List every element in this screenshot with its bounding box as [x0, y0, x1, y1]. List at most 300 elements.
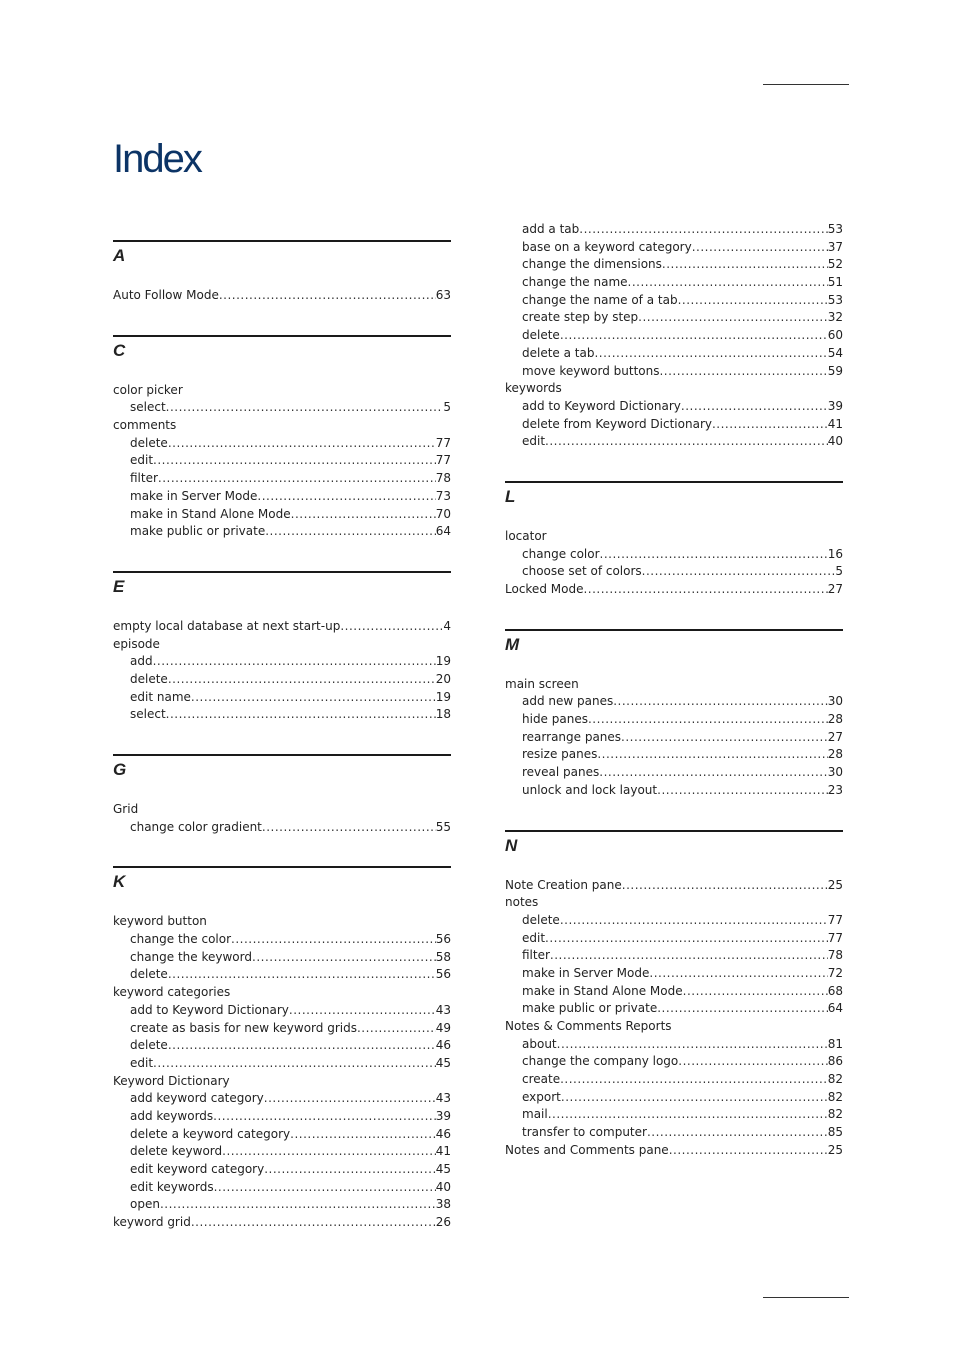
dot-leader — [548, 1106, 828, 1124]
index-entry — [113, 1037, 451, 1055]
dot-leader — [613, 693, 827, 711]
index-term: locator — [505, 528, 547, 543]
index-entry — [505, 1071, 843, 1089]
index-entry — [113, 618, 451, 636]
section-divider — [505, 481, 843, 483]
page-number: 49 — [435, 1020, 451, 1035]
dot-leader — [649, 965, 827, 983]
index-term: add keyword category — [130, 1091, 264, 1106]
index-term: comments — [113, 418, 177, 433]
dot-leader — [545, 433, 828, 451]
dot-leader — [669, 1142, 828, 1160]
dot-leader — [252, 949, 436, 967]
index-term: unlock and lock layout — [522, 782, 658, 797]
index-entry — [505, 729, 843, 747]
index-section — [113, 754, 451, 866]
index-entry — [113, 1179, 451, 1197]
page-number: 46 — [435, 1126, 451, 1141]
index-entry — [505, 221, 843, 239]
index-entry — [113, 470, 451, 488]
page-number: 85 — [827, 1125, 843, 1140]
index-entry — [505, 256, 843, 274]
section-letter: L — [505, 486, 516, 506]
index-term: about — [522, 1036, 557, 1051]
section-letter: M — [505, 634, 520, 654]
page-number: 82 — [827, 1072, 843, 1087]
index-entry — [505, 528, 843, 546]
dot-leader — [168, 435, 436, 453]
dot-leader — [158, 470, 436, 488]
index-entry — [505, 239, 843, 257]
index-entry — [113, 1214, 451, 1232]
index-term: add keywords — [130, 1108, 214, 1123]
index-term: change the name — [522, 275, 628, 290]
dot-leader — [153, 452, 436, 470]
index-term: delete — [522, 328, 560, 343]
index-column-left — [113, 240, 451, 1262]
index-term: edit — [130, 453, 154, 468]
index-entry — [505, 711, 843, 729]
dot-leader — [681, 398, 828, 416]
index-term: make in Server Mode — [130, 488, 258, 503]
index-entry — [505, 1089, 843, 1107]
dot-leader — [692, 239, 828, 257]
page-number: 38 — [435, 1197, 451, 1212]
index-entry — [113, 506, 451, 524]
dot-leader — [647, 1124, 828, 1142]
dot-leader — [579, 221, 827, 239]
page-number: 51 — [827, 275, 843, 290]
index-entry — [113, 435, 451, 453]
index-entry — [505, 433, 843, 451]
dot-leader — [550, 947, 828, 965]
index-term: Note Creation pane — [505, 877, 622, 892]
page-number: 63 — [435, 288, 451, 302]
index-term: base on a keyword category — [522, 239, 692, 254]
index-entry — [113, 819, 451, 837]
index-term: export — [522, 1089, 561, 1104]
page-number: 58 — [435, 949, 451, 964]
index-term: add new panes — [522, 694, 614, 709]
dot-leader — [622, 877, 828, 895]
section-letter: K — [113, 872, 126, 892]
index-term: move keyword buttons — [522, 363, 660, 378]
index-term: change color — [522, 546, 600, 561]
index-term: change color gradient — [130, 819, 262, 834]
index-entry — [113, 931, 451, 949]
index-term: delete — [130, 671, 168, 686]
dot-leader — [545, 930, 828, 948]
dot-leader — [638, 309, 828, 327]
dot-leader — [257, 488, 435, 506]
index-section — [113, 866, 451, 1261]
dot-leader — [265, 523, 436, 541]
page-number: 78 — [435, 471, 451, 486]
index-term: mail — [522, 1107, 548, 1122]
section-divider — [113, 571, 451, 573]
page-number: 37 — [827, 239, 843, 254]
page-number: 78 — [827, 948, 843, 963]
index-entry — [505, 1000, 843, 1018]
dot-leader — [168, 966, 436, 984]
dot-leader — [560, 327, 828, 345]
section-letter: C — [113, 340, 126, 360]
index-entry — [113, 949, 451, 967]
index-entry — [505, 1142, 843, 1160]
index-term: notes — [505, 895, 539, 910]
index-term: change the keyword — [130, 949, 252, 964]
index-entry — [505, 563, 843, 581]
index-term: delete from Keyword Dictionary — [522, 416, 712, 431]
index-entry — [505, 1124, 843, 1142]
index-entry — [113, 1090, 451, 1108]
index-term: keyword button — [113, 914, 207, 929]
index-entry — [505, 546, 843, 564]
index-term: open — [130, 1197, 160, 1212]
index-entry — [113, 523, 451, 541]
page-number: 41 — [435, 1144, 451, 1159]
index-term: delete a tab — [522, 345, 595, 360]
page-number: 23 — [827, 782, 843, 797]
index-term: delete — [130, 1038, 168, 1053]
index-term: make in Stand Alone Mode — [522, 983, 683, 998]
section-letter: E — [113, 576, 125, 596]
dot-leader — [597, 746, 827, 764]
index-term: add to Keyword Dictionary — [130, 1002, 289, 1017]
index-entry — [505, 292, 843, 310]
dot-leader — [712, 416, 828, 434]
dot-leader — [560, 1071, 828, 1089]
page-number: 30 — [827, 765, 843, 780]
page-number: 56 — [435, 932, 451, 947]
index-entry — [505, 764, 843, 782]
index-entry — [505, 581, 843, 599]
index-term: add a tab — [522, 222, 580, 236]
section-letter: A — [113, 246, 126, 265]
page-number: 55 — [435, 819, 451, 834]
index-entry — [505, 1018, 843, 1036]
page-number: 77 — [827, 912, 843, 927]
page-number: 19 — [435, 689, 451, 704]
index-term: episode — [113, 636, 160, 651]
index-term: empty local database at next start-up — [113, 618, 341, 633]
page-number: 25 — [827, 1142, 843, 1157]
page-number: 26 — [435, 1215, 451, 1230]
index-term: delete — [130, 435, 168, 450]
page-number: 53 — [827, 292, 843, 307]
index-term: filter — [130, 471, 158, 486]
page-number: 32 — [827, 310, 843, 325]
index-entry — [113, 1073, 451, 1091]
dot-leader — [683, 983, 828, 1001]
index-entry — [505, 965, 843, 983]
index-entry — [505, 746, 843, 764]
index-term: change the dimensions — [522, 257, 662, 272]
page-number: 77 — [827, 930, 843, 945]
index-term: keyword grid — [113, 1215, 191, 1230]
header-rule — [763, 84, 849, 85]
index-term: edit keywords — [130, 1179, 214, 1194]
index-term: Locked Mode — [505, 582, 584, 596]
index-section — [113, 335, 451, 571]
index-term: Auto Follow Mode — [113, 288, 219, 302]
page-number: 41 — [827, 416, 843, 431]
index-term: change the company logo — [522, 1054, 679, 1069]
page-number: 70 — [435, 506, 451, 521]
page-number: 68 — [827, 983, 843, 998]
page-title: Index — [113, 137, 201, 181]
index-term: transfer to computer — [522, 1125, 647, 1140]
dot-leader — [262, 819, 436, 837]
index-section — [113, 571, 451, 754]
index-entry — [505, 912, 843, 930]
section-divider — [505, 629, 843, 631]
index-section — [505, 629, 843, 830]
dot-leader — [678, 292, 828, 310]
page-number: 82 — [827, 1107, 843, 1122]
dot-leader — [264, 1090, 436, 1108]
index-entry — [113, 966, 451, 984]
index-entry — [113, 913, 451, 931]
index-term: select — [130, 707, 166, 722]
index-term: edit — [522, 930, 546, 945]
page-number: 56 — [435, 967, 451, 982]
dot-leader — [588, 711, 828, 729]
index-term: edit name — [130, 689, 191, 704]
page-number: 19 — [435, 654, 451, 669]
index-term: add to Keyword Dictionary — [522, 398, 681, 413]
dot-leader — [214, 1179, 436, 1197]
dot-leader — [168, 671, 436, 689]
dot-leader — [357, 1020, 436, 1038]
index-entry — [505, 363, 843, 381]
index-entry — [113, 287, 451, 305]
index-entry — [505, 380, 843, 398]
index-entry — [113, 1002, 451, 1020]
index-entry — [505, 398, 843, 416]
page-number: 45 — [435, 1055, 451, 1070]
page-number: 5 — [443, 400, 451, 415]
page-number: 40 — [435, 1179, 451, 1194]
page-number: 52 — [827, 257, 843, 272]
dot-leader — [340, 618, 443, 636]
index-term: change the color — [130, 932, 232, 947]
index-entry — [113, 1020, 451, 1038]
index-term: add — [130, 654, 153, 669]
index-term: Grid — [113, 802, 139, 816]
index-term: make in Stand Alone Mode — [130, 506, 291, 521]
page-number: 64 — [435, 524, 451, 539]
index-entry — [505, 782, 843, 800]
page-number: 30 — [827, 694, 843, 709]
index-term: reveal panes — [522, 765, 600, 780]
dot-leader — [219, 287, 436, 305]
dot-leader — [560, 912, 828, 930]
index-term: make public or private — [130, 524, 266, 539]
page-number: 39 — [827, 398, 843, 413]
index-section — [505, 221, 843, 481]
page-number: 53 — [827, 222, 843, 236]
index-entry — [505, 930, 843, 948]
index-term: change the name of a tab — [522, 292, 678, 307]
page-number: 20 — [435, 671, 451, 686]
dot-leader — [191, 1214, 436, 1232]
page-number: 18 — [435, 707, 451, 722]
index-section — [505, 830, 843, 1190]
index-entry — [505, 345, 843, 363]
index-entry — [113, 1143, 451, 1161]
index-term: create step by step — [522, 310, 639, 325]
section-divider — [113, 754, 451, 756]
dot-leader — [290, 1126, 436, 1144]
page-number: 39 — [435, 1108, 451, 1123]
index-term: choose set of colors — [522, 564, 642, 579]
index-entry — [113, 671, 451, 689]
page-number: 82 — [827, 1089, 843, 1104]
index-entry — [113, 1108, 451, 1126]
index-term: color picker — [113, 382, 183, 397]
index-term: keyword categories — [113, 985, 231, 1000]
page-number: 27 — [827, 729, 843, 744]
dot-leader — [213, 1108, 436, 1126]
index-entry — [113, 1196, 451, 1214]
section-letter: N — [505, 835, 518, 855]
index-entry — [113, 636, 451, 654]
index-term: delete a keyword category — [130, 1126, 291, 1141]
dot-leader — [231, 931, 436, 949]
index-term: edit keyword category — [130, 1162, 265, 1176]
index-entry — [505, 309, 843, 327]
index-term: delete keyword — [130, 1144, 223, 1159]
dot-leader — [166, 399, 444, 417]
page-number: 40 — [827, 434, 843, 449]
index-term: Notes and Comments pane — [505, 1142, 669, 1157]
index-entry — [113, 689, 451, 707]
dot-leader — [628, 274, 828, 292]
index-term: Notes & Comments Reports — [505, 1019, 672, 1033]
index-entry — [505, 1106, 843, 1124]
index-entry — [505, 274, 843, 292]
dot-leader — [289, 1002, 436, 1020]
dot-leader — [222, 1143, 436, 1161]
section-letter: G — [113, 760, 127, 779]
index-entry — [113, 984, 451, 1002]
dot-leader — [166, 706, 436, 724]
section-divider — [113, 335, 451, 337]
dot-leader — [264, 1161, 436, 1179]
index-entry — [113, 1126, 451, 1144]
index-term: make public or private — [522, 1001, 658, 1016]
dot-leader — [657, 1000, 828, 1018]
dot-leader — [561, 1089, 828, 1107]
footer-rule — [763, 1297, 849, 1298]
index-term: select — [130, 400, 166, 415]
page-number: 54 — [827, 345, 843, 360]
index-term: delete — [130, 967, 168, 982]
index-section — [113, 240, 451, 335]
index-entry — [113, 399, 451, 417]
page-number: 45 — [435, 1162, 451, 1176]
index-entry — [505, 1036, 843, 1054]
page-number: 73 — [435, 488, 451, 503]
index-entry — [505, 947, 843, 965]
page-number: 43 — [435, 1002, 451, 1017]
dot-leader — [160, 1196, 436, 1214]
dot-leader — [600, 546, 828, 564]
page-number: 60 — [827, 328, 843, 343]
section-divider — [113, 240, 451, 242]
index-entry — [505, 676, 843, 694]
index-entry — [505, 894, 843, 912]
section-divider — [113, 866, 451, 868]
dot-leader — [191, 689, 436, 707]
index-entry — [505, 327, 843, 345]
page-number: 72 — [827, 965, 843, 980]
page-number: 64 — [827, 1001, 843, 1016]
page-number: 28 — [827, 747, 843, 762]
index-term: Keyword Dictionary — [113, 1073, 230, 1088]
index-term: rearrange panes — [522, 729, 622, 744]
dot-leader — [657, 782, 828, 800]
index-entry — [113, 488, 451, 506]
index-term: edit — [522, 434, 546, 449]
index-column-right — [505, 221, 843, 1190]
page-number: 77 — [435, 435, 451, 450]
index-entry — [505, 693, 843, 711]
index-term: hide panes — [522, 712, 588, 727]
index-section — [505, 481, 843, 629]
index-entry — [113, 1055, 451, 1073]
index-entry — [113, 801, 451, 819]
dot-leader — [621, 729, 828, 747]
dot-leader — [168, 1037, 436, 1055]
dot-leader — [642, 563, 836, 581]
index-term: keywords — [505, 381, 562, 396]
section-divider — [505, 830, 843, 832]
dot-leader — [153, 1055, 436, 1073]
index-entry — [505, 1053, 843, 1071]
page-number: 16 — [827, 546, 843, 561]
page-number: 43 — [435, 1091, 451, 1106]
dot-leader — [662, 256, 828, 274]
index-term: resize panes — [522, 747, 598, 762]
dot-leader — [583, 581, 827, 599]
index-entry — [505, 877, 843, 895]
index-entry — [113, 706, 451, 724]
dot-leader — [678, 1053, 827, 1071]
page-number: 81 — [827, 1036, 843, 1051]
index-entry — [113, 1161, 451, 1179]
index-term: edit — [130, 1055, 154, 1070]
index-term: make in Server Mode — [522, 965, 650, 980]
page-number: 86 — [827, 1054, 843, 1069]
page-number: 46 — [435, 1038, 451, 1053]
index-entry — [113, 653, 451, 671]
index-entry — [505, 416, 843, 434]
dot-leader — [594, 345, 827, 363]
dot-leader — [153, 653, 436, 671]
index-entry — [113, 452, 451, 470]
index-entry — [113, 417, 451, 435]
index-term: delete — [522, 912, 560, 927]
index-term: create — [522, 1072, 561, 1087]
index-entry — [505, 983, 843, 1001]
index-term: create as basis for new keyword grids — [130, 1020, 357, 1035]
index-entry — [113, 382, 451, 400]
index-term: main screen — [505, 676, 579, 691]
dot-leader — [659, 363, 827, 381]
page-number: 4 — [443, 618, 451, 633]
